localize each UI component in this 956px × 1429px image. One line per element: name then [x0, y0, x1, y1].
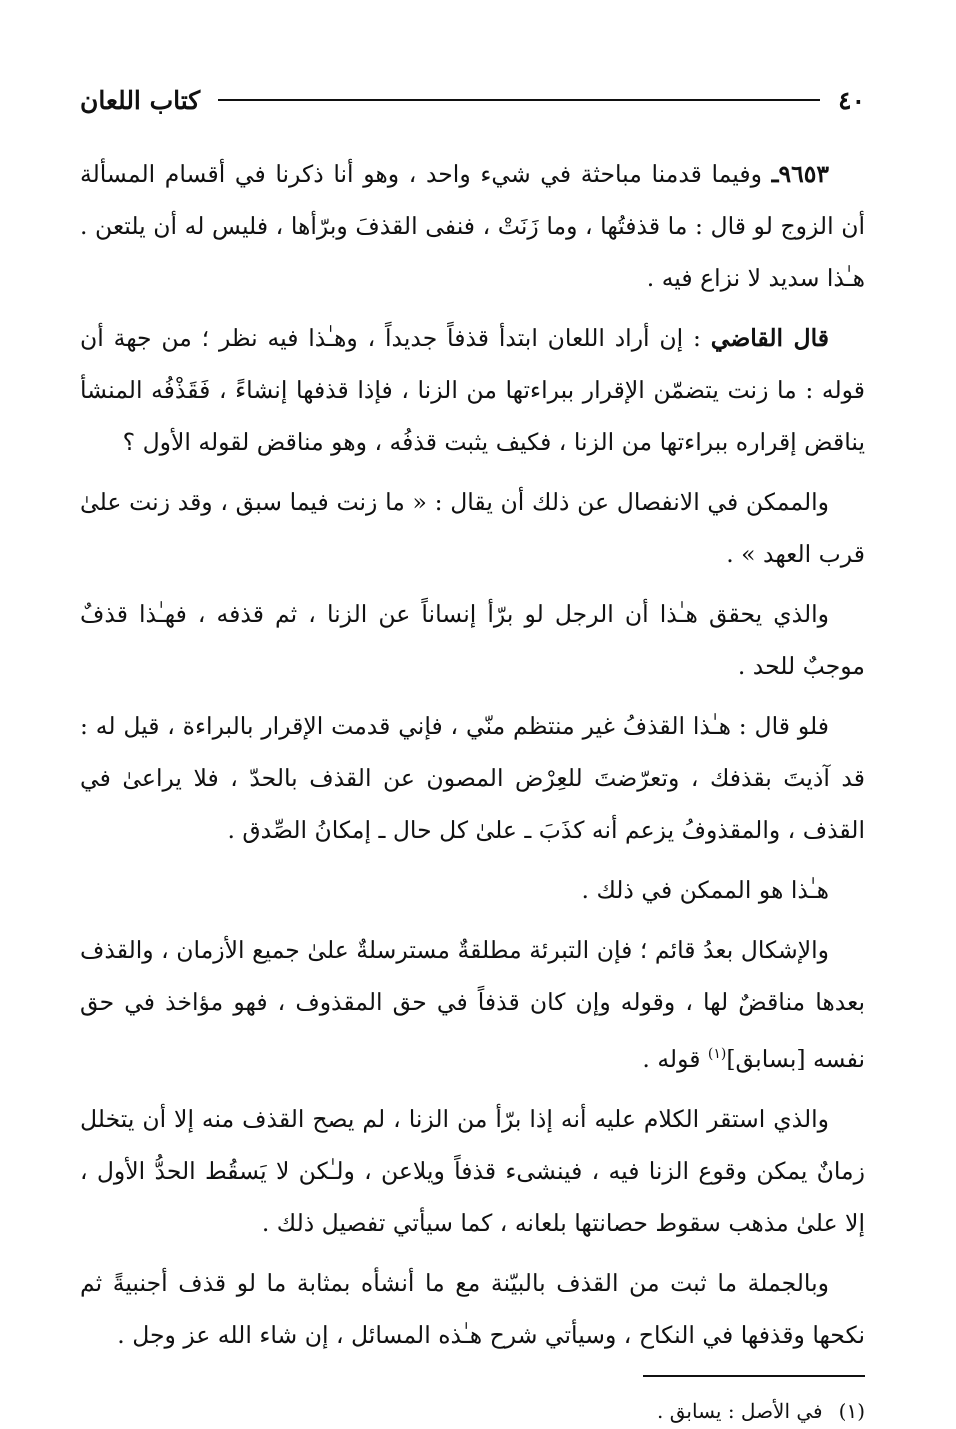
footnote-number: (١)	[838, 1398, 865, 1423]
paragraph-text: والذي استقر الكلام عليه أنه إذا برّأ من الزنا ، لم يصح القذف منه إلا أن يتخلل زمانٌ يمكن وقوع الزنا فيه ، فينشىء قذفاً ويلاعن ، ولـٰكن لا يَسقُط الحدُّ الأول ، إلا علىٰ مذهب سقوط حصانتها بلعانه ، كما سيأتي تفصيل ذلك .	[80, 1104, 865, 1237]
paragraph	[80, 864, 865, 916]
paragraph-text-tail: قوله .	[642, 1044, 708, 1073]
paragraph-text: والممكن في الانفصال عن ذلك أن يقال : « ما زنت فيما سبق ، وقد زنت علىٰ قرب العهد » .	[80, 488, 865, 568]
document-page	[80, 78, 865, 1429]
paragraph-text: وفيما قدمنا مباحثة في شيء واحد ، وهو أنا ذكرنا في أقسام المسألة أن الزوج لو قال : ما قذفتُها ، وما زَنَتْ ، فنفى القذفَ وبرّأها ، فليس له أن يلتعن . هـٰذا سديد لا نزاع فيه .	[80, 160, 865, 292]
paragraph-text: : إن أراد اللعان ابتدأ قذفاً جديداً ، وهـٰذا فيه نظر ؛ من جهة أن قوله : ما زنت يتضمّن الإقرار ببراءتها من الزنا ، فإذا قذفها إنشاءً ، فَقَذْفُه المنشأ يناقض إقراره ببراءتها من الزنا ، فكيف يثبت قذفُه ، وهو مناقض لقوله الأول ؟	[80, 324, 865, 456]
paragraph-text: هـٰذا هو الممكن في ذلك .	[581, 876, 829, 904]
page-number: ٤٠	[838, 85, 865, 115]
footnote	[80, 1393, 865, 1429]
footnote-marker[interactable]: (١)	[707, 1046, 727, 1062]
paragraph	[80, 1257, 865, 1361]
book-title: كتاب اللعان	[80, 85, 201, 115]
main-text	[80, 148, 865, 1361]
paragraph	[80, 476, 865, 580]
footnote-text: في الأصل : يسابق .	[657, 1398, 823, 1423]
paragraph-text: والذي يحقق هـٰذا أن الرجل لو برّأ إنساناً عن الزنا ، ثم قذفه ، فهـٰذا قذفٌ موجبٌ للحد .	[80, 600, 865, 680]
running-header	[80, 78, 865, 122]
paragraph	[80, 588, 865, 692]
paragraph	[80, 924, 865, 1085]
paragraph-text: وبالجملة ما ثبت من القذف بالبيّنة مع ما أنشأه بمثابة ما لو قذف أجنبيةً ثم نكحها وقذفها في النكاح ، وسيأتي شرح هـٰذه المسائل ، إن شاء الله عز وجل .	[80, 1268, 865, 1349]
paragraph-text: فلو قال : هـٰذا القذفُ غير منتظم منّي ، فإني قدمت الإقرار بالبراءة ، قيل له : قد آذيتَ بقذفك ، وتعرّضتَ للعِرْض المصون عن القذف بالحدّ ، فلا يراعىٰ في القذف ، والمقذوفُ يزعم أنه كذَبَ ـ علىٰ كل حال ـ إمكانُ الصِّدق .	[80, 712, 865, 844]
paragraph	[80, 312, 865, 468]
header-rule	[218, 99, 820, 101]
paragraph	[80, 1093, 865, 1249]
paragraph	[80, 148, 865, 304]
paragraph-text: والإشكال بعدُ قائم ؛ فإن التبرئة مطلقةٌ مسترسلةٌ علىٰ جميع الأزمان ، والقذف بعدها مناقضٌ لها ، وقوله وإن كان قذفاً في حق المقذوف ، فهو مؤاخذ في حق نفسه [بسابق]	[80, 936, 865, 1073]
section-number: ٩٦٥٣ـ	[771, 160, 829, 188]
paragraph	[80, 700, 865, 856]
footnote-rule	[643, 1375, 865, 1377]
speaker-lead: قال القاضي	[710, 324, 830, 352]
